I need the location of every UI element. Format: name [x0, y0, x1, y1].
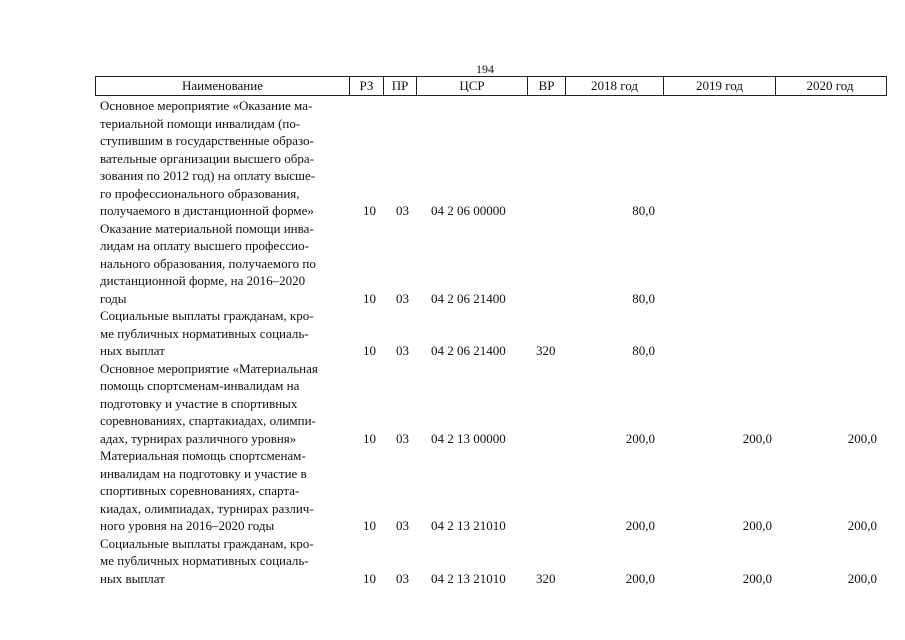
row-pr: 03	[396, 570, 409, 586]
header-2019: 2019 год	[664, 77, 776, 95]
header-2018: 2018 год	[566, 77, 664, 95]
row-name-line: дистанционной форме, на 2016–2020	[100, 273, 306, 288]
row-2018-value: 80,0	[632, 203, 655, 218]
row-pr: 03	[396, 203, 409, 218]
row-vr: 320	[536, 570, 556, 586]
row-name-line: получаемого в дистанционной форме»	[100, 203, 314, 218]
row-rz: 10	[363, 290, 376, 306]
row-csr: 04 2 06 00000	[431, 203, 506, 218]
header-rz: РЗ	[350, 77, 384, 95]
row-name-line: вательные организации высшего обра-	[100, 150, 314, 166]
row-name-line: Социальные выплаты гражданам, кро-	[100, 308, 314, 323]
row-rz: 10	[363, 343, 376, 358]
header-2020: 2020 год	[806, 78, 854, 93]
row-rz: 10	[363, 430, 376, 446]
header-vr: ВР	[528, 77, 566, 95]
row-name-line: лидам на оплату высшего профессио-	[100, 238, 309, 253]
row-name-line: териальной помощи инвалидам (по-	[100, 115, 301, 131]
row-2020-value: 200,0	[847, 518, 877, 533]
row-2019-value: 200,0	[742, 518, 772, 533]
row-name-line: Материальная помощь спортсменам-	[100, 448, 306, 463]
row-csr: 04 2 13 21010	[431, 518, 506, 533]
table-header	[95, 76, 887, 96]
page-number: 194	[476, 62, 494, 76]
row-name-line: нального образования, получаемого по	[100, 255, 316, 271]
row-name-line: соревнованиях, спартакиадах, олимпи-	[100, 413, 316, 428]
row-name	[100, 360, 355, 448]
row-name	[100, 307, 355, 360]
row-2019-value: 200,0	[742, 430, 772, 446]
row-rz: 10	[363, 203, 376, 218]
row-csr: 04 2 06 21400	[431, 290, 506, 306]
row-name-line: Социальные выплаты гражданам, кро-	[100, 535, 314, 551]
header-csr: ЦСР	[417, 77, 528, 95]
row-name	[100, 447, 355, 535]
row-name-line: го профессионального образования,	[100, 185, 300, 201]
row-name-line: зования по 2012 год) на оплату высше-	[100, 168, 316, 183]
row-pr: 03	[396, 290, 409, 306]
row-name-line: адах, турнирах различного уровня»	[100, 430, 297, 446]
row-name-line: Основное мероприятие «Оказание ма-	[100, 98, 313, 113]
row-name-line: ных выплат	[100, 570, 165, 586]
row-name-line: Основное мероприятие «Материальная	[100, 360, 318, 376]
row-name-line: ме публичных нормативных социаль-	[100, 325, 309, 341]
row-name-line: спортивных соревнованиях, спарта-	[100, 483, 300, 498]
row-name-line: киадах, олимпиадах, турнирах различ-	[100, 500, 314, 516]
header-name: Наименование	[96, 77, 350, 95]
row-rz: 10	[363, 570, 376, 586]
row-name	[100, 535, 355, 588]
header-pr: ПР	[384, 77, 417, 95]
row-csr: 04 2 06 21400	[431, 343, 506, 358]
row-2018-value: 200,0	[625, 430, 655, 446]
row-pr: 03	[396, 430, 409, 446]
row-name-line: подготовку и участие в спортивных	[100, 395, 298, 411]
row-name-line: инвалидам на подготовку и участие в	[100, 465, 307, 481]
row-csr: 04 2 13 21010	[431, 570, 506, 586]
row-name-line: ступившим в государственные образо-	[100, 133, 314, 148]
row-pr: 03	[396, 343, 409, 358]
row-name-line: помощь спортсменам-инвалидам на	[100, 378, 300, 393]
row-2018-value: 80,0	[632, 290, 655, 306]
row-csr: 04 2 13 00000	[431, 430, 506, 446]
row-rz: 10	[363, 518, 376, 533]
row-name	[100, 220, 355, 308]
row-name	[100, 97, 355, 220]
row-name-line: ных выплат	[100, 343, 165, 358]
row-name-line: ного уровня на 2016–2020 годы	[100, 518, 275, 533]
row-name-line: годы	[100, 290, 127, 306]
row-name-line: ме публичных нормативных социаль-	[100, 553, 309, 568]
row-vr: 320	[536, 343, 556, 358]
row-pr: 03	[396, 518, 409, 533]
row-2018-value: 200,0	[625, 570, 655, 586]
row-2018-value: 80,0	[632, 343, 655, 358]
row-2020-value: 200,0	[847, 570, 877, 586]
row-2019-value: 200,0	[742, 570, 772, 586]
row-2018-value: 200,0	[625, 518, 655, 533]
row-2020-value: 200,0	[847, 430, 877, 446]
row-name-line: Оказание материальной помощи инва-	[100, 220, 314, 236]
